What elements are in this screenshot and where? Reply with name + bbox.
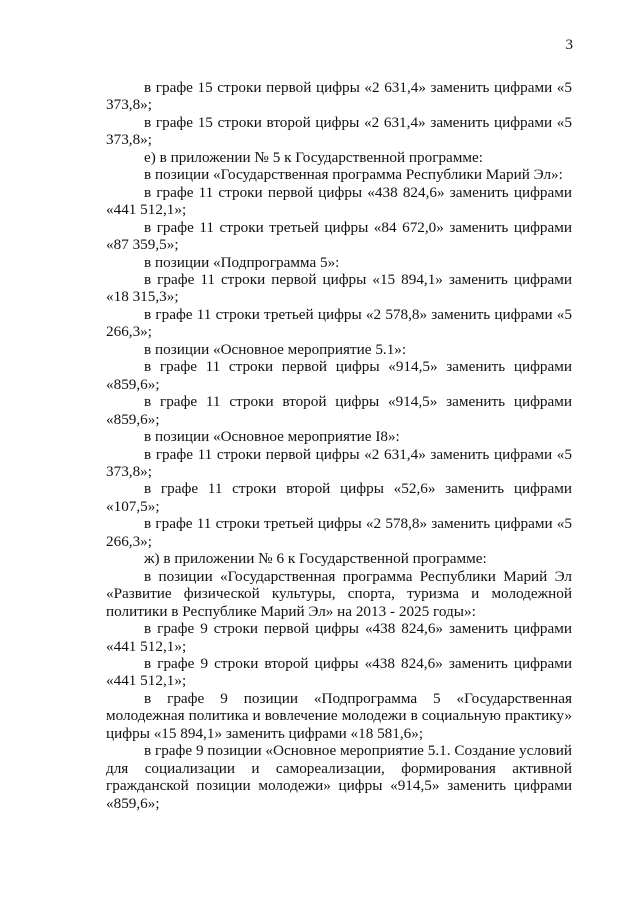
paragraph: в графе 11 строки второй цифры «914,5» заменить цифрами «859,6»; <box>106 393 572 428</box>
paragraph: в графе 9 строки второй цифры «438 824,6» заменить цифрами «441 512,1»; <box>106 654 572 690</box>
paragraph: в графе 15 строки первой цифры «2 631,4» заменить цифрами «5 373,8»; <box>106 79 572 114</box>
paragraph: в графе 11 строки второй цифры «52,6» заменить цифрами «107,5»; <box>106 480 572 515</box>
paragraph: в графе 9 позиции «Подпрограмма 5 «Государственная молодежная политика и вовлечение молодежи в социальную практику» цифры «15 894,1» заменить цифрами «18 581,6»; <box>106 689 572 742</box>
paragraph: в графе 9 строки первой цифры «438 824,6» заменить цифрами «441 512,1»; <box>106 620 572 655</box>
paragraph: в графе 11 строки первой цифры «914,5» заменить цифрами «859,6»; <box>106 358 572 393</box>
paragraph: в графе 11 строки первой цифры «438 824,6» заменить цифрами «441 512,1»; <box>106 183 572 219</box>
paragraph: в графе 11 строки первой цифры «2 631,4» заменить цифрами «5 373,8»; <box>106 445 572 480</box>
page-number: 3 <box>565 37 573 53</box>
paragraph: в позиции «Государственная программа Республики Марий Эл»: <box>144 166 563 184</box>
paragraph: в графе 9 позиции «Основное мероприятие 5.1. Создание условий для социализации и самореализации, формирования активной гражданской позиции молодежи» цифры «914,5» заменить цифрами «859,6»; <box>106 742 572 812</box>
paragraph: в графе 11 строки третьей цифры «2 578,8» заменить цифрами «5 266,3»; <box>106 515 572 550</box>
paragraph: в графе 11 строки третьей цифры «84 672,0» заменить цифрами «87 359,5»; <box>106 218 572 254</box>
paragraph: в графе 11 строки первой цифры «15 894,1» заменить цифрами «18 315,3»; <box>106 270 572 306</box>
paragraph: в позиции «Основное мероприятие I8»: <box>144 428 400 446</box>
paragraph: в позиции «Государственная программа Республики Марий Эл «Развитие физической культуры, спорта, туризма и молодежной политики в Республике Марий Эл» на 2013 - 2025 годы»: <box>106 567 572 620</box>
paragraph: в графе 11 строки третьей цифры «2 578,8» заменить цифрами «5 266,3»; <box>106 305 572 341</box>
paragraph: ж) в приложении № 6 к Государственной программе: <box>144 550 487 568</box>
document-body <box>106 79 572 812</box>
paragraph: е) в приложении № 5 к Государственной программе: <box>144 148 483 166</box>
paragraph: в графе 15 строки второй цифры «2 631,4» заменить цифрами «5 373,8»; <box>106 113 572 149</box>
paragraph: в позиции «Подпрограмма 5»: <box>144 253 340 271</box>
paragraph: в позиции «Основное мероприятие 5.1»: <box>144 340 407 358</box>
